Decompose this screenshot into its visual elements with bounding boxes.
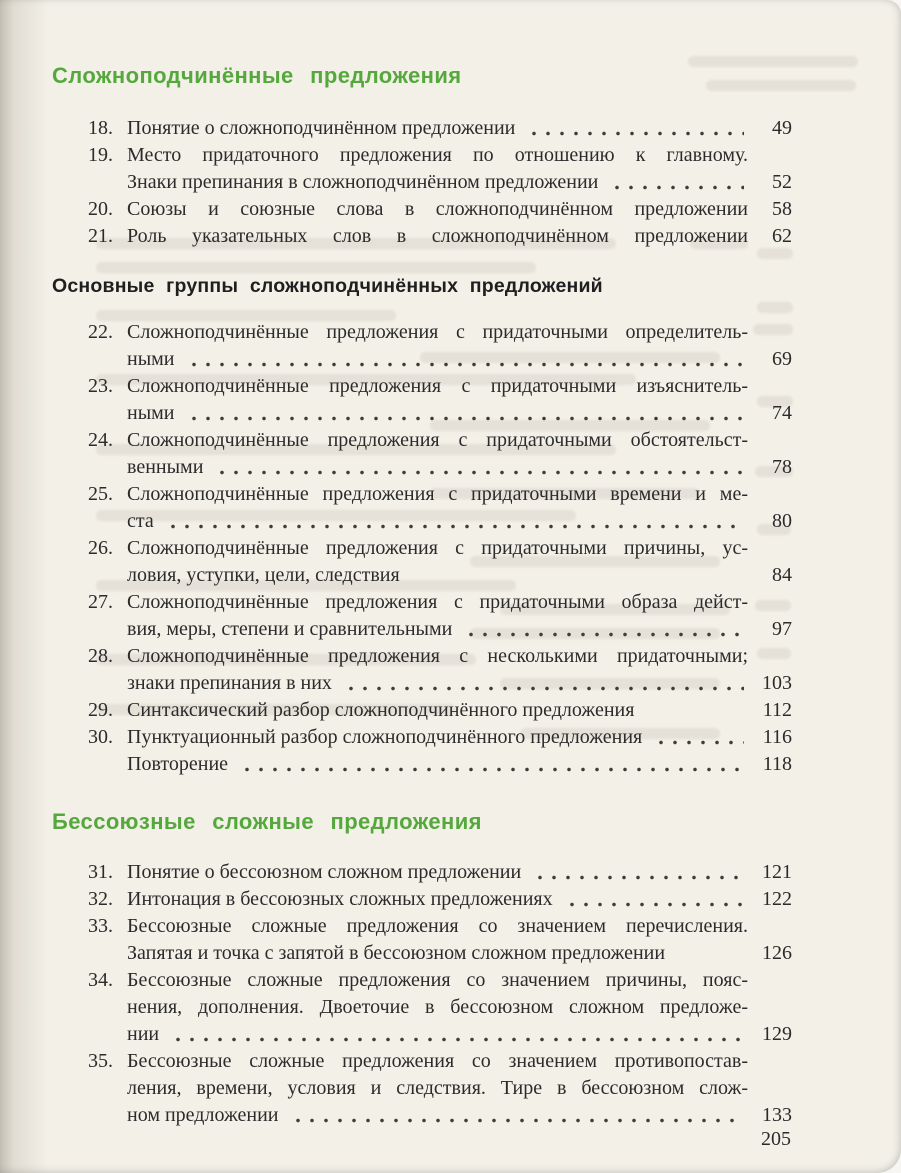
entry-text-wrap	[127, 346, 748, 373]
entry-number: 24.	[88, 428, 113, 451]
entry-text-wrap	[127, 319, 748, 346]
entry-text-wrap	[127, 508, 748, 535]
dot-leader	[525, 115, 744, 142]
entry-text-wrap	[127, 115, 748, 142]
toc-line	[52, 169, 792, 196]
entry-page: 78	[772, 455, 792, 478]
entry-text-wrap	[127, 589, 748, 616]
entry-text: ными	[127, 401, 175, 424]
entry-number: 32.	[88, 887, 113, 910]
entry-text-wrap	[127, 886, 748, 913]
entry-number: 33.	[88, 914, 113, 937]
toc-line	[52, 751, 792, 778]
entry-page: 74	[772, 401, 792, 424]
toc-line	[52, 454, 792, 481]
entry-text: нения, дополнения. Двоеточие в бессоюзном сложном предложе-	[127, 995, 748, 1018]
entry-number: 31.	[88, 860, 113, 883]
toc-line	[52, 940, 792, 967]
entry-text-wrap	[127, 373, 748, 400]
entry-text-wrap	[127, 643, 748, 670]
toc-line	[52, 223, 792, 250]
entry-text-wrap	[127, 427, 748, 454]
entry-number: 35.	[88, 1049, 113, 1072]
toc-line	[52, 1048, 792, 1075]
toc-line	[52, 346, 792, 373]
entry-text-wrap	[127, 967, 748, 994]
entry-text: Бессоюзные сложные предложения со значением противопостав-	[127, 1049, 748, 1072]
section-heading: Бессоюзные сложные предложения	[52, 808, 482, 834]
dot-leader	[238, 751, 744, 778]
toc-line	[52, 913, 792, 940]
entry-text: ловия, уступки, цели, следствия	[127, 563, 400, 586]
dot-leader	[608, 169, 744, 196]
toc-line	[52, 1075, 792, 1102]
entry-page: 121	[762, 860, 792, 883]
entry-text-wrap	[127, 169, 748, 196]
entry-text: Сложноподчинённые предложения с придаточными изъяснитель-	[127, 374, 748, 397]
entry-text: знаки препинания в них	[127, 671, 332, 694]
dot-leader	[531, 859, 744, 886]
toc-line	[52, 1021, 792, 1048]
toc-line	[52, 535, 792, 562]
entry-text: ными	[127, 347, 175, 370]
entry-text: ста	[127, 509, 154, 532]
entry-text-wrap	[127, 940, 748, 967]
entry-number: 19.	[88, 143, 113, 166]
entry-text: Союзы и союзные слова в сложноподчинённом предложении	[127, 197, 748, 220]
entry-number: 26.	[88, 536, 113, 559]
entry-number: 30.	[88, 725, 113, 748]
toc-line	[52, 373, 792, 400]
dot-leader	[462, 616, 744, 643]
entry-page: 84	[772, 563, 792, 586]
entry-text: Знаки препинания в сложноподчинённом предложении	[127, 170, 599, 193]
dot-leader	[185, 346, 745, 373]
toc-line	[52, 859, 792, 886]
entry-page: 122	[762, 887, 792, 910]
entry-text: ления, времени, условия и следствия. Тире в бессоюзном слож-	[127, 1076, 748, 1099]
entry-number: 27.	[88, 590, 113, 613]
dot-leader	[342, 670, 744, 697]
toc-section	[52, 62, 792, 250]
entry-page: 118	[762, 752, 792, 775]
entry-text-wrap	[127, 535, 748, 562]
entry-number: 18.	[88, 116, 113, 139]
entry-page: 49	[772, 116, 792, 139]
entry-page: 129	[762, 1022, 792, 1045]
toc-line	[52, 886, 792, 913]
toc-line	[52, 427, 792, 454]
dot-leader	[213, 454, 744, 481]
entry-text: Интонация в бессоюзных сложных предложениях	[127, 887, 553, 910]
entry-text-wrap	[127, 196, 748, 223]
toc-line	[52, 697, 792, 724]
entry-page: 52	[772, 170, 792, 193]
toc-line	[52, 481, 792, 508]
toc-line	[52, 115, 792, 142]
entry-text: Понятие о бессоюзном сложном предложении	[127, 860, 522, 883]
entry-text-wrap	[127, 562, 748, 589]
spacer	[634, 697, 748, 724]
entry-text-wrap	[127, 481, 748, 508]
dot-leader	[289, 1102, 745, 1129]
spacer	[665, 940, 748, 967]
entry-number: 23.	[88, 374, 113, 397]
toc-line	[52, 994, 792, 1021]
entry-text-wrap	[127, 913, 748, 940]
entry-number: 22.	[88, 320, 113, 343]
entry-page: 58	[772, 197, 792, 220]
entry-text: нии	[127, 1022, 160, 1045]
entry-text-wrap	[127, 994, 748, 1021]
entry-text: Сложноподчинённые предложения с придаточными образа дейст-	[127, 590, 748, 613]
entry-text: Синтаксический разбор сложноподчинённого предложения	[127, 698, 635, 721]
toc-line	[52, 196, 792, 223]
entry-text: Бессоюзные сложные предложения со значением перечисления.	[127, 914, 748, 937]
entry-text: ном предложении	[127, 1103, 279, 1126]
entry-text-wrap	[127, 1075, 748, 1102]
toc-line	[52, 1102, 792, 1129]
entry-text: Понятие о сложноподчинённом предложении	[127, 116, 516, 139]
dot-leader	[185, 400, 745, 427]
entry-number: 20.	[88, 197, 113, 220]
toc-line	[52, 616, 792, 643]
entry-page: 62	[772, 224, 792, 247]
toc-line	[52, 724, 792, 751]
table-of-contents	[52, 62, 792, 1129]
entry-page: 103	[762, 671, 792, 694]
entry-text: Место придаточного предложения по отношению к главному.	[127, 143, 748, 166]
toc-line	[52, 142, 792, 169]
entry-number: 34.	[88, 968, 113, 991]
entry-text-wrap	[127, 724, 748, 751]
entry-text-wrap	[127, 142, 748, 169]
entry-page: 133	[762, 1103, 792, 1126]
page-number: 205	[761, 1128, 791, 1150]
entry-page: 126	[762, 941, 792, 964]
toc-line	[52, 508, 792, 535]
entry-text: вия, меры, степени и сравнительными	[127, 617, 453, 640]
spacer	[400, 562, 748, 589]
entry-page: 116	[762, 725, 792, 748]
entry-text-wrap	[127, 223, 748, 250]
entry-text: Сложноподчинённые предложения с придаточными обстоятельст-	[127, 428, 748, 451]
entry-text: Бессоюзные сложные предложения со значением причины, пояс-	[127, 968, 748, 991]
entry-text: Сложноподчинённые предложения с придаточными времени и ме-	[127, 482, 748, 505]
entry-text: Сложноподчинённые предложения с придаточными причины, ус-	[127, 536, 748, 559]
entry-text: Роль указательных слов в сложноподчинённом предложении	[127, 224, 748, 247]
entry-page: 112	[762, 698, 792, 721]
toc-line	[52, 967, 792, 994]
toc-line	[52, 400, 792, 427]
dot-leader	[652, 724, 744, 751]
entry-text-wrap	[127, 670, 748, 697]
dot-leader	[164, 508, 744, 535]
dot-leader	[169, 1021, 744, 1048]
entry-text: Сложноподчинённые предложения с придаточными определитель-	[127, 320, 748, 343]
entry-text-wrap	[127, 454, 748, 481]
toc-section	[52, 274, 792, 778]
entry-text-wrap	[127, 859, 748, 886]
toc-line	[52, 319, 792, 346]
entry-text: Запятая и точка с запятой в бессоюзном сложном предложении	[127, 941, 666, 964]
entry-number: 28.	[88, 644, 113, 667]
entry-page: 97	[772, 617, 792, 640]
toc-line	[52, 589, 792, 616]
entry-text-wrap	[127, 1102, 748, 1129]
entry-number: 29.	[88, 698, 113, 721]
toc-line	[52, 562, 792, 589]
toc-line	[52, 643, 792, 670]
entry-text-wrap	[127, 1021, 748, 1048]
toc-section	[52, 808, 792, 1129]
section-heading: Основные группы сложноподчинённых предложений	[52, 274, 603, 297]
entry-text: венными	[127, 455, 204, 478]
entry-text-wrap	[127, 1048, 748, 1075]
entry-text: Сложноподчинённые предложения с несколькими придаточными;	[127, 644, 748, 667]
entry-number: 21.	[88, 224, 113, 247]
entry-text: Пунктуационный разбор сложноподчинённого предложения	[127, 725, 643, 748]
entry-text-wrap	[127, 400, 748, 427]
entry-page: 80	[772, 509, 792, 532]
dot-leader	[563, 886, 744, 913]
toc-line	[52, 670, 792, 697]
entry-text-wrap	[127, 616, 748, 643]
entry-number: 25.	[88, 482, 113, 505]
entry-text-wrap	[127, 751, 748, 778]
entry-text-wrap	[127, 697, 748, 724]
entry-page: 69	[772, 347, 792, 370]
entry-text: Повторение	[127, 752, 229, 775]
section-heading: Сложноподчинённые предложения	[52, 63, 462, 88]
